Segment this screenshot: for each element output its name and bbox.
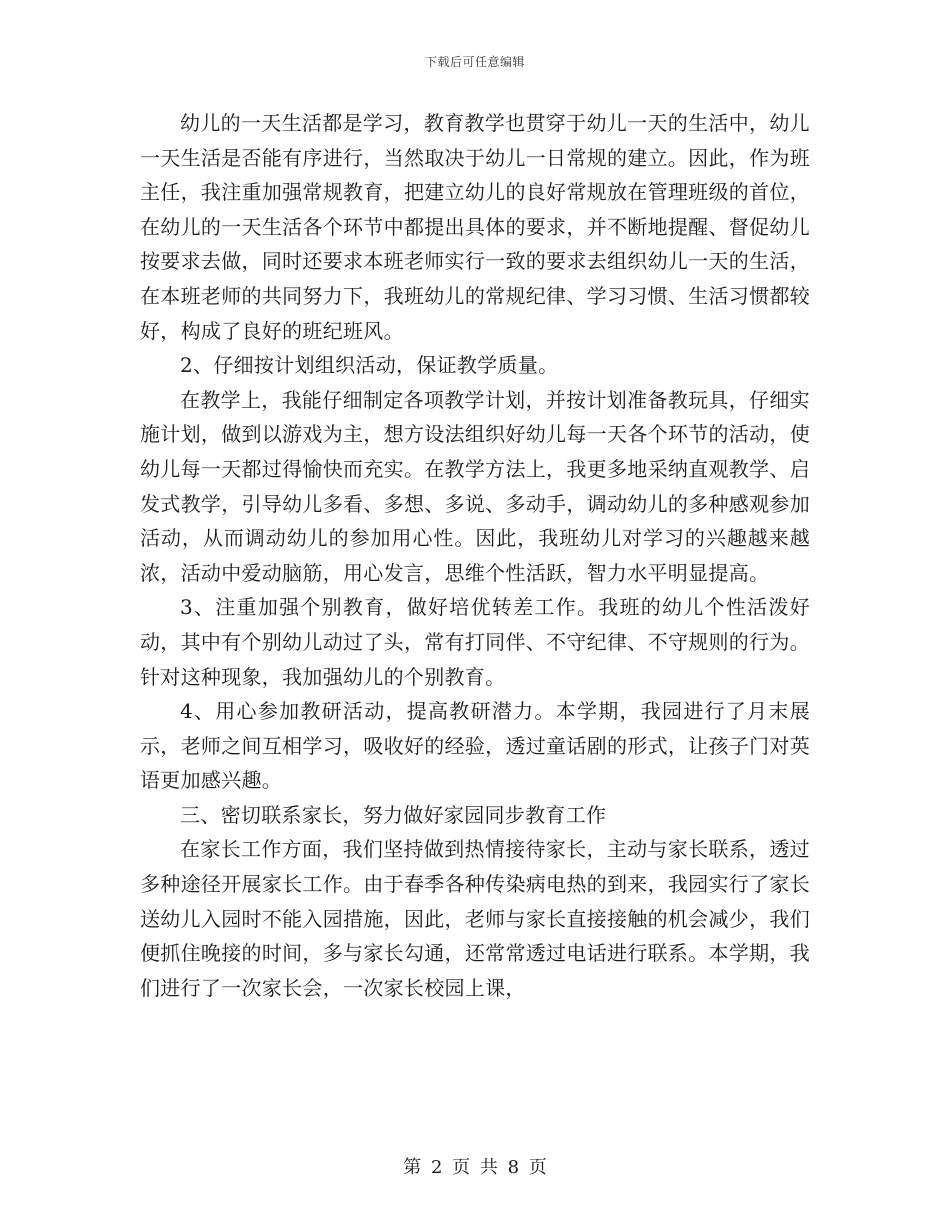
paragraph-4: 3、注重加强个别教育，做好培优转差工作。我班的幼儿个性活泼好动，其中有个别幼儿动过了头，常有打同伴、不守纪律、不守规则的行为。针对这种现象，我加强幼儿的个别教育。: [140, 595, 810, 689]
paragraph-5: 4、用心参加教研活动，提高教研潜力。本学期，我园进行了月末展示，老师之间互相学习，吸收好的经验，透过童话剧的形式，让孩子门对英语更加感兴趣。: [140, 699, 810, 793]
page-header: 下载后可任意编辑: [424, 55, 525, 69]
paragraph-2: 2、仔细按计划组织活动，保证教学质量。: [180, 353, 559, 378]
paragraph-3: 在教学上，我能仔细制定各项教学计划，并按计划准备教玩具，仔细实施计划，做到以游戏为主，想方设法组织好幼儿每一天各个环节的活动，使幼儿每一天都过得愉快而充实。在教学方法上，我更多地采纳直观教学、启发式教学，引导幼儿多看、多想、多说、多动手，调动幼儿的多种感观参加活动，从而调动幼儿的参加用心性。因此，我班幼儿对学习的兴趣越来越浓，活动中爱动脑筋，用心发言，思维个性活跃，智力水平明显提高。: [140, 387, 810, 585]
section-heading: 三、密切联系家长，努力做好家园同步教育工作: [180, 802, 607, 827]
paragraph-6: 在家长工作方面，我们坚持做到热情接待家长，主动与家长联系，透过多种途径开展家长工作。由于春季各种传染病电热的到来，我园实行了家长送幼儿入园时不能入园措施，因此，老师与家长直接接触的机会减少，我们便抓住晚接的时间，多与家长勾通，还常常透过电话进行联系。本学期，我们进行了一次家长会，一次家长校园上课，: [140, 837, 810, 1000]
document-body: [140, 106, 810, 1005]
page-footer: 第 2 页 共 8 页: [403, 1157, 547, 1178]
paragraph-1: 幼儿的一天生活都是学习，教育教学也贯穿于幼儿一天的生活中，幼儿一天生活是否能有序进行，当然取决于幼儿一日常规的建立。因此，作为班主任，我注重加强常规教育，把建立幼儿的良好常规放在管理班级的首位，在幼儿的一天生活各个环节中都提出具体的要求，并不断地提醒、督促幼儿按要求去做，同时还要求本班老师实行一致的要求去组织幼儿一天的生活，在本班老师的共同努力下，我班幼儿的常规纪律、学习习惯、生活习惯都较好，构成了良好的班纪班风。: [140, 111, 810, 343]
